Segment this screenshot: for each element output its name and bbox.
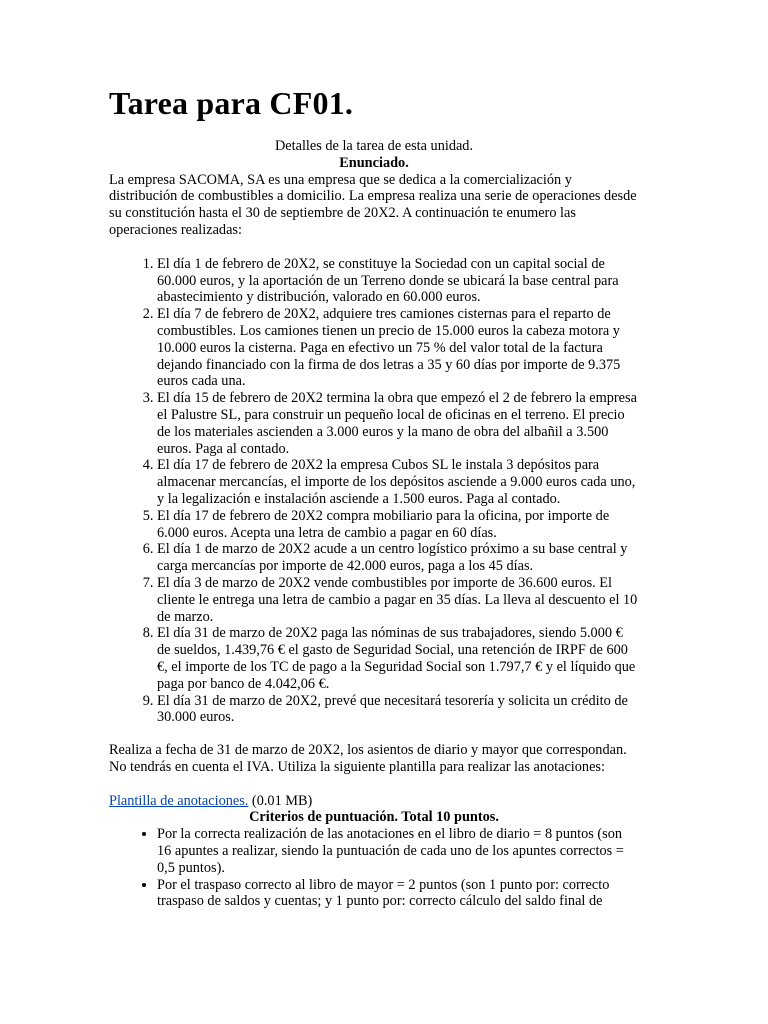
list-item: 2. El día 7 de febrero de 20X2, adquiere tres camiones cisternas para el reparto de combustibles. Los camiones tienen un precio de 15.000 euros la cabeza motora y 10.000 euros la cisterna. Paga en efectivo un 75 % del valor total de la factura dejando financiado con la firma de dos letras a 35 y 60 días por importe de 9.375 euros cada una. [157,306,639,390]
list-item: 4. El día 17 de febrero de 20X2 la empresa Cubos SL le instala 3 depósitos para almacenar mercancías, el importe de los depósitos asciende a 9.000 euros cada uno, y la legalización e instalación asciende a 1.500 euros. Paga al contado. [157,457,639,507]
document-page [109,84,639,910]
template-link[interactable]: Plantilla de anotaciones. [109,792,249,809]
criteria-list [109,826,639,910]
list-item: 9. El día 31 de marzo de 20X2, prevé que necesitará tesorería y solicita un crédito de 30.000 euros. [157,693,639,727]
list-item: • Por el traspaso correcto al libro de mayor = 2 puntos (son 1 punto por: correcto traspaso de saldos y cuentas; y 1 punto por: correcto cálculo del saldo final de [157,877,639,911]
list-item: 6. El día 1 de marzo de 20X2 acude a un centro logístico próximo a su base central y carga mercancías por importe de 42.000 euros, paga a los 45 días. [157,541,639,575]
list-item: 3. El día 15 de febrero de 20X2 termina la obra que empezó el 2 de febrero la empresa el Palustre SL, para construir un pequeño local de oficinas en el terreno. El precio de los materiales ascienden a 3.000 euros y la mano de obra del albañil a 3.500 euros. Paga al contado. [157,390,639,457]
enunciado-heading: Enunciado. [339,154,409,171]
task-subtitle: Detalles de la tarea de esta unidad. [274,138,474,154]
criterios-heading: Criterios de puntuación. Total 10 puntos. [249,809,499,826]
list-item: 8. El día 31 de marzo de 20X2 paga las nóminas de sus trabajadores, siendo 5.000 € de sueldos, 1.439,76 € el gasto de Seguridad Social, una retención de IRPF de 600 €, el importe de los TC de pago a la Seguridad Social son 1.797,7 € y el líquido que paga por banco de 4.042,06 €. [157,625,639,692]
intro-paragraph: La empresa SACOMA, SA es una empresa que se dedica a la comercialización y distribución de combustibles a domicilio. La empresa realiza una serie de operaciones desde su constitución hasta el 30 de septiembre de 20X2. A continuación te enumero las operaciones realizadas: [109,171,637,238]
page-title: Tarea para CF01. [109,85,354,121]
list-item: 7. El día 3 de marzo de 20X2 vende combustibles por importe de 36.600 euros. El cliente le entrega una letra de cambio a pagar en 35 días. La lleva al descuento el 10 de marzo. [157,575,639,625]
list-item: • Por la correcta realización de las anotaciones en el libro de diario = 8 puntos (son 16 apuntes a realizar, siendo la puntuación de cada uno de los apuntes correctos = 0,5 puntos). [157,826,639,876]
list-item: 5. El día 17 de febrero de 20X2 compra mobiliario para la oficina, por importe de 6.000 euros. Acepta una letra de cambio a pagar en 60 días. [157,508,639,542]
template-size: (0.01 MB) [248,792,313,809]
instructions-paragraph: Realiza a fecha de 31 de marzo de 20X2, los asientos de diario y mayor que correspondan. No tendrás en cuenta el IVA. Utiliza la siguiente plantilla para realizar las anotaciones: [109,742,627,775]
list-item: 1. El día 1 de febrero de 20X2, se constituye la Sociedad con un capital social de 60.000 euros, y la aportación de un Terreno donde se ubicará la base central para abastecimiento y distribución, valorado en 60.000 euros. [157,256,639,306]
template-line [109,793,639,810]
operations-list [109,256,639,726]
